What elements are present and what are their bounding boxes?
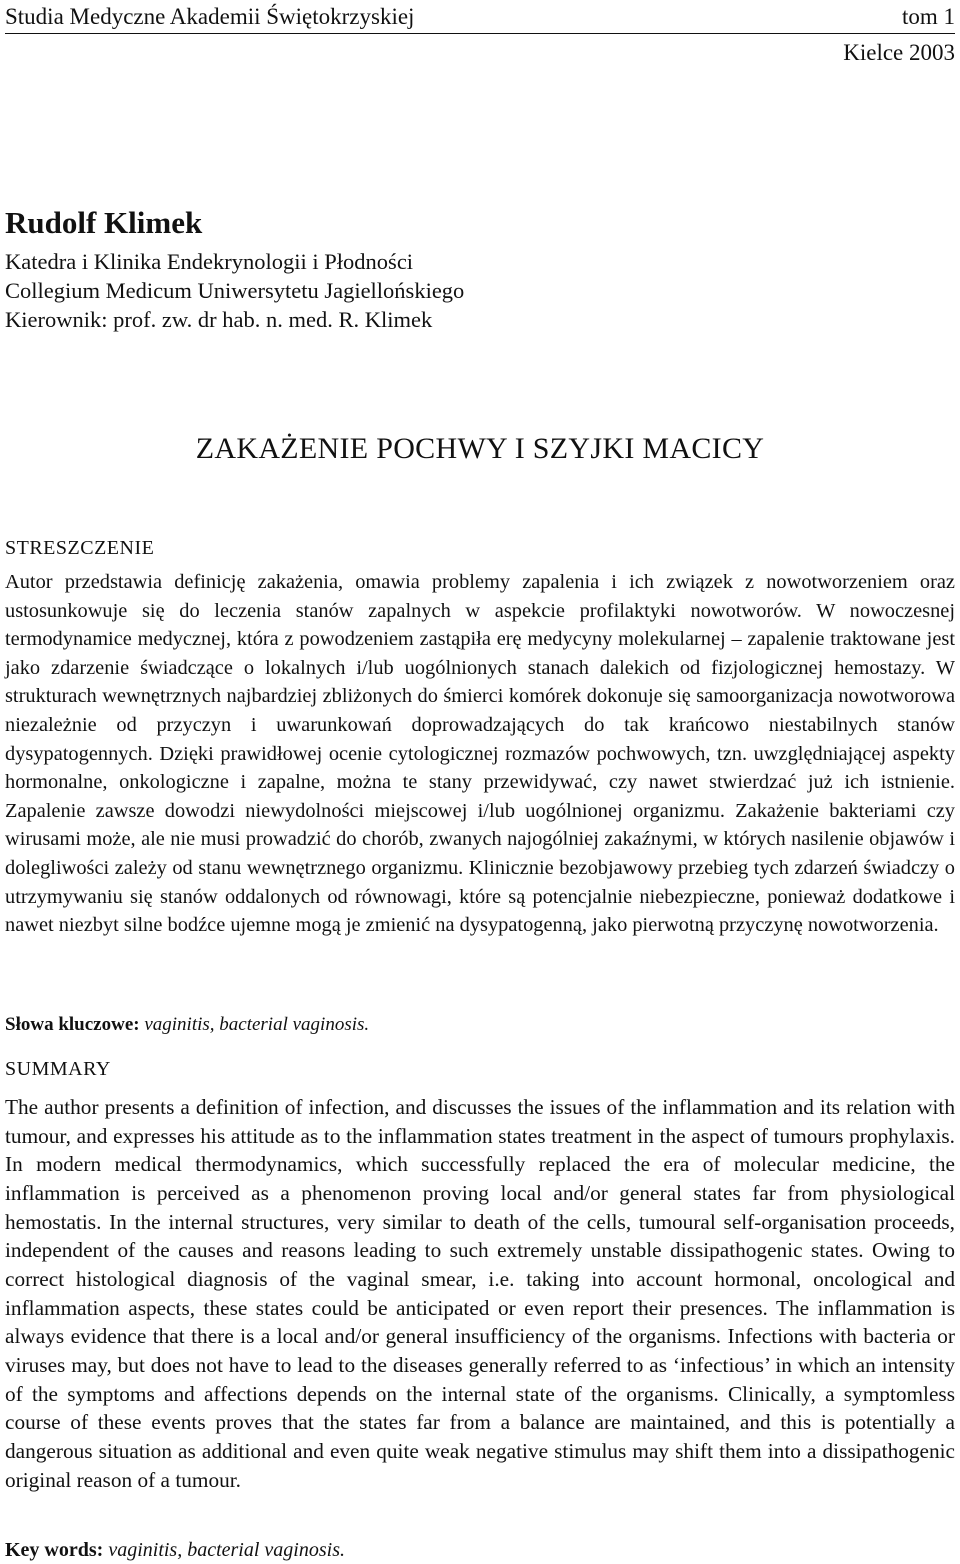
affiliation-line: Collegium Medicum Uniwersytetu Jagiellońskiego (5, 278, 465, 303)
paper-title: ZAKAŻENIE POCHWY I SZYJKI MACICY (195, 432, 765, 465)
abstract-en-heading: SUMMARY (5, 1058, 111, 1080)
place-date: Kielce 2003 (843, 40, 955, 65)
affiliation-line: Katedra i Klinika Endekrynologii i Płodności (5, 249, 414, 274)
keywords-en (5, 1538, 345, 1562)
keywords-pl (5, 1013, 369, 1037)
volume-label: tom 1 (901, 4, 955, 29)
abstract-en-text: The author presents a definition of infection, and discusses the issues of the inflammation and its relation with tumour, and expresses his attitude as to the inflammation states treatment in the aspect of tumours prophylaxis. In modern medical thermodynamics, which successfully replaced the era of molecular medicine, the inflammation is perceived as a phenomenon proving local and/or general states far from physiological hemostatis. In the internal structures, very similar to death of the cells, tumoural self-organisation proceeds, independent of the causes and reasons leading to such extremely unstable dissipathogenic states. Owing to correct histological diagnosis of the vaginal smear, i.e. taking into account hormonal, oncological and inflammation aspects, these states could be anticipated or even report their presences. The inflammation is always evidence that there is a local and/or general insufficiency of the organisms. Infections with bacteria or viruses may, but does not have to lead to the diseases generally referred to as ‘infectious’ in which an intensity of the symptoms and affections depends on the internal state of the organisms. Clinically, a symptomless course of these events proves that the states far from a balance are maintained, and this is potentially a dangerous situation as additional and even quite weak negative stimulus may shift them into a dissipathogenic original reason of a tumour. (5, 1095, 955, 1492)
keywords-en-value: vaginitis, bacterial vaginosis. (108, 1539, 345, 1561)
abstract-pl-heading: STRESZCZENIE (5, 537, 155, 559)
journal-title: Studia Medyczne Akademii Świętokrzyskiej (5, 4, 415, 29)
author-name: Rudolf Klimek (5, 205, 203, 240)
header-rule (5, 33, 955, 34)
author-block (5, 205, 955, 334)
keywords-en-label: Key words: (5, 1539, 104, 1561)
affiliation-line: Kierownik: prof. zw. dr hab. n. med. R. Klimek (5, 307, 433, 332)
running-header (5, 4, 955, 30)
keywords-pl-value: vaginitis, bacterial vaginosis. (144, 1014, 370, 1035)
keywords-pl-label: Słowa kluczowe: (5, 1014, 140, 1035)
abstract-pl-text: Autor przedstawia definicję zakażenia, omawia problemy zapalenia i ich związek z nowotworzeniem oraz ustosunkowuje się do leczenia stanów zapalnych w aspekcie profilaktyki nowotworów. W nowoczesnej termodynamice medycznej, która z powodzeniem zastąpiła erę medycyny molekularnej – zapalenie traktowane jest jako zdarzenie świadczące o lokalnych i/lub uogólnionych stanach dalekich od fizjologicznej hemostazy. W strukturach wewnętrznych najbardziej zbliżonych do śmierci komórek dokonuje się samoorganizacja nowotworowa niezależnie od przyczyn i uwarunkowań doprowadzających do tak krańcowo niestabilnych stanów dysypatogennych. Dzięki prawidłowej ocenie cytologicznej rozmazów pochwowych, tzn. uwzględniającej aspekty hormonalne, onkologiczne i zapalne, można te stany przewidywać, czy nawet stwierdzać już ich istnienie. Zapalenie zawsze dowodzi niewydolności miejscowej i/lub uogólnionej organizmu. Zakażenie bakteriami czy wirusami może, ale nie musi prowadzić do chorób, zwanych najogólniej zakaźnymi, w których nasilenie objawów i dolegliwości zależy od stanu wewnętrznego organizmu. Klinicznie bezobjawowy przebieg tych zdarzeń świadczy o utrzymywaniu się stanów oddalonych od równowagi, które są potencjalnie niebezpieczne, ponieważ dodatkowe i nawet niezbyt silne bodźce ujemne mogą je zmienić na dysypatogenną, jako pierwotną przyczynę nowotworzenia. (5, 571, 955, 937)
